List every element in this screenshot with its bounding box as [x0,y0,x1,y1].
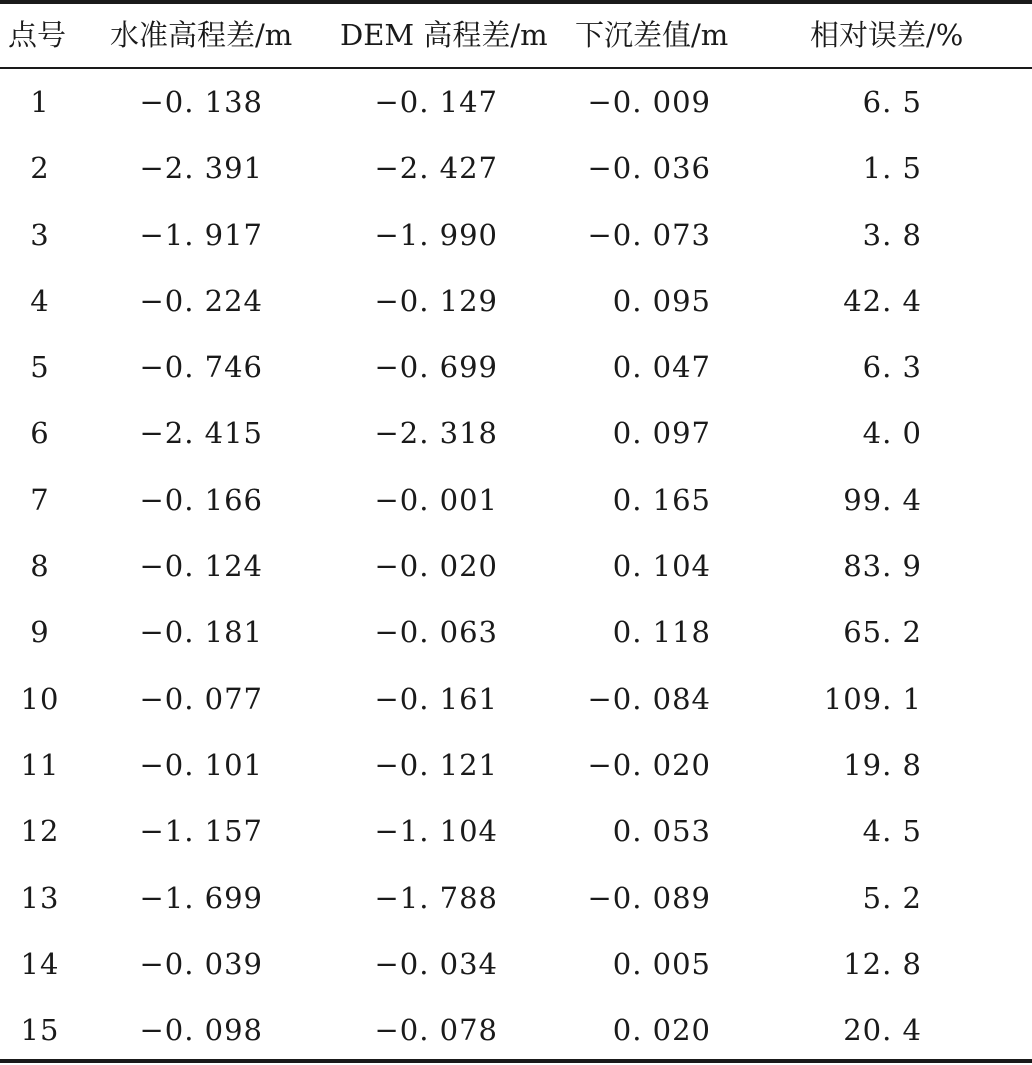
cell-leveling-diff: −0. 746 [139,350,263,385]
table-bottom-rule [0,1059,1032,1063]
cell-dem-diff: −0. 147 [374,85,498,119]
cell-relative-error: 42. 4 [843,283,922,318]
cell-subsidence-diff: −0. 089 [587,880,711,915]
cell-point: 13 [20,880,60,915]
cell-leveling-diff: −1. 917 [139,217,263,252]
cell-leveling-diff: −0. 101 [139,747,263,782]
cell-point: 5 [30,350,50,385]
cell-relative-error: 6. 5 [862,85,922,119]
table-header [0,4,1032,67]
table-row [0,732,1032,798]
cell-subsidence-diff: −0. 009 [587,85,711,119]
cell-subsidence-diff: −0. 036 [587,151,711,186]
cell-dem-diff: −0. 129 [374,283,498,318]
cell-leveling-diff: −0. 224 [139,283,263,318]
cell-leveling-diff: −1. 699 [139,880,263,915]
cell-dem-diff: −0. 699 [374,350,498,385]
table-row [0,400,1032,466]
cell-relative-error: 3. 8 [862,217,922,252]
cell-point: 9 [30,615,50,650]
cell-point: 4 [30,283,50,318]
cell-dem-diff: −2. 318 [374,416,498,451]
cell-subsidence-diff: 0. 165 [612,482,711,517]
cell-relative-error: 5. 2 [862,880,922,915]
cell-dem-diff: −1. 788 [374,880,498,915]
table-body [0,69,1032,1063]
table-row [0,334,1032,400]
table-row [0,798,1032,864]
header-relative-error: 相对误差/% [810,18,964,52]
cell-leveling-diff: −1. 157 [139,814,263,849]
table-row [0,666,1032,732]
cell-dem-diff: −0. 161 [374,681,498,716]
cell-relative-error: 20. 4 [843,1013,922,1048]
table-row [0,202,1032,268]
cell-point: 12 [20,814,60,849]
cell-leveling-diff: −0. 098 [139,1013,263,1048]
cell-dem-diff: −0. 034 [374,946,498,981]
table-row [0,268,1032,334]
cell-leveling-diff: −0. 124 [139,549,263,584]
cell-relative-error: 83. 9 [843,549,922,584]
table-row [0,69,1032,135]
cell-relative-error: 4. 5 [862,814,922,849]
cell-subsidence-diff: 0. 118 [612,615,711,650]
table-row [0,533,1032,599]
header-point: 点号 [8,18,67,52]
cell-dem-diff: −0. 020 [374,549,498,584]
cell-relative-error: 19. 8 [843,747,922,782]
cell-leveling-diff: −2. 415 [139,416,263,451]
table-row [0,467,1032,533]
cell-relative-error: 12. 8 [843,946,922,981]
cell-subsidence-diff: 0. 104 [612,549,711,584]
header-dem-diff: DEM 高程差/m [340,18,548,52]
cell-point: 11 [20,747,60,782]
cell-subsidence-diff: 0. 053 [612,814,711,849]
cell-subsidence-diff: −0. 084 [587,681,711,716]
header-subsidence-diff: 下沉差值/m [575,18,729,52]
cell-subsidence-diff: 0. 005 [612,946,711,981]
table-row [0,135,1032,201]
cell-relative-error: 109. 1 [823,681,922,716]
cell-point: 10 [20,681,60,716]
cell-point: 15 [20,1013,60,1048]
cell-dem-diff: −1. 990 [374,217,498,252]
header-leveling-diff: 水准高程差/m [110,18,293,52]
cell-point: 8 [30,549,50,584]
table-row [0,997,1032,1063]
cell-dem-diff: −0. 001 [374,482,498,517]
cell-relative-error: 99. 4 [843,482,922,517]
cell-leveling-diff: −0. 039 [139,946,263,981]
cell-dem-diff: −0. 063 [374,615,498,650]
cell-leveling-diff: −0. 166 [139,482,263,517]
cell-subsidence-diff: 0. 097 [612,416,711,451]
cell-dem-diff: −1. 104 [374,814,498,849]
cell-subsidence-diff: 0. 095 [612,283,711,318]
cell-leveling-diff: −0. 138 [139,85,263,119]
cell-dem-diff: −0. 121 [374,747,498,782]
cell-point: 7 [30,482,50,517]
cell-subsidence-diff: −0. 020 [587,747,711,782]
cell-relative-error: 65. 2 [843,615,922,650]
cell-subsidence-diff: 0. 047 [612,350,711,385]
cell-point: 14 [20,946,60,981]
table-row [0,931,1032,997]
cell-point: 1 [30,85,50,119]
cell-relative-error: 6. 3 [862,350,922,385]
cell-leveling-diff: −0. 077 [139,681,263,716]
cell-relative-error: 4. 0 [862,416,922,451]
cell-point: 3 [30,217,50,252]
cell-point: 6 [30,416,50,451]
cell-leveling-diff: −2. 391 [139,151,263,186]
cell-dem-diff: −2. 427 [374,151,498,186]
cell-point: 2 [30,151,50,186]
table-row [0,599,1032,665]
cell-subsidence-diff: 0. 020 [612,1013,711,1048]
cell-dem-diff: −0. 078 [374,1013,498,1048]
cell-relative-error: 1. 5 [862,151,922,186]
cell-subsidence-diff: −0. 073 [587,217,711,252]
table-row [0,865,1032,931]
cell-leveling-diff: −0. 181 [139,615,263,650]
